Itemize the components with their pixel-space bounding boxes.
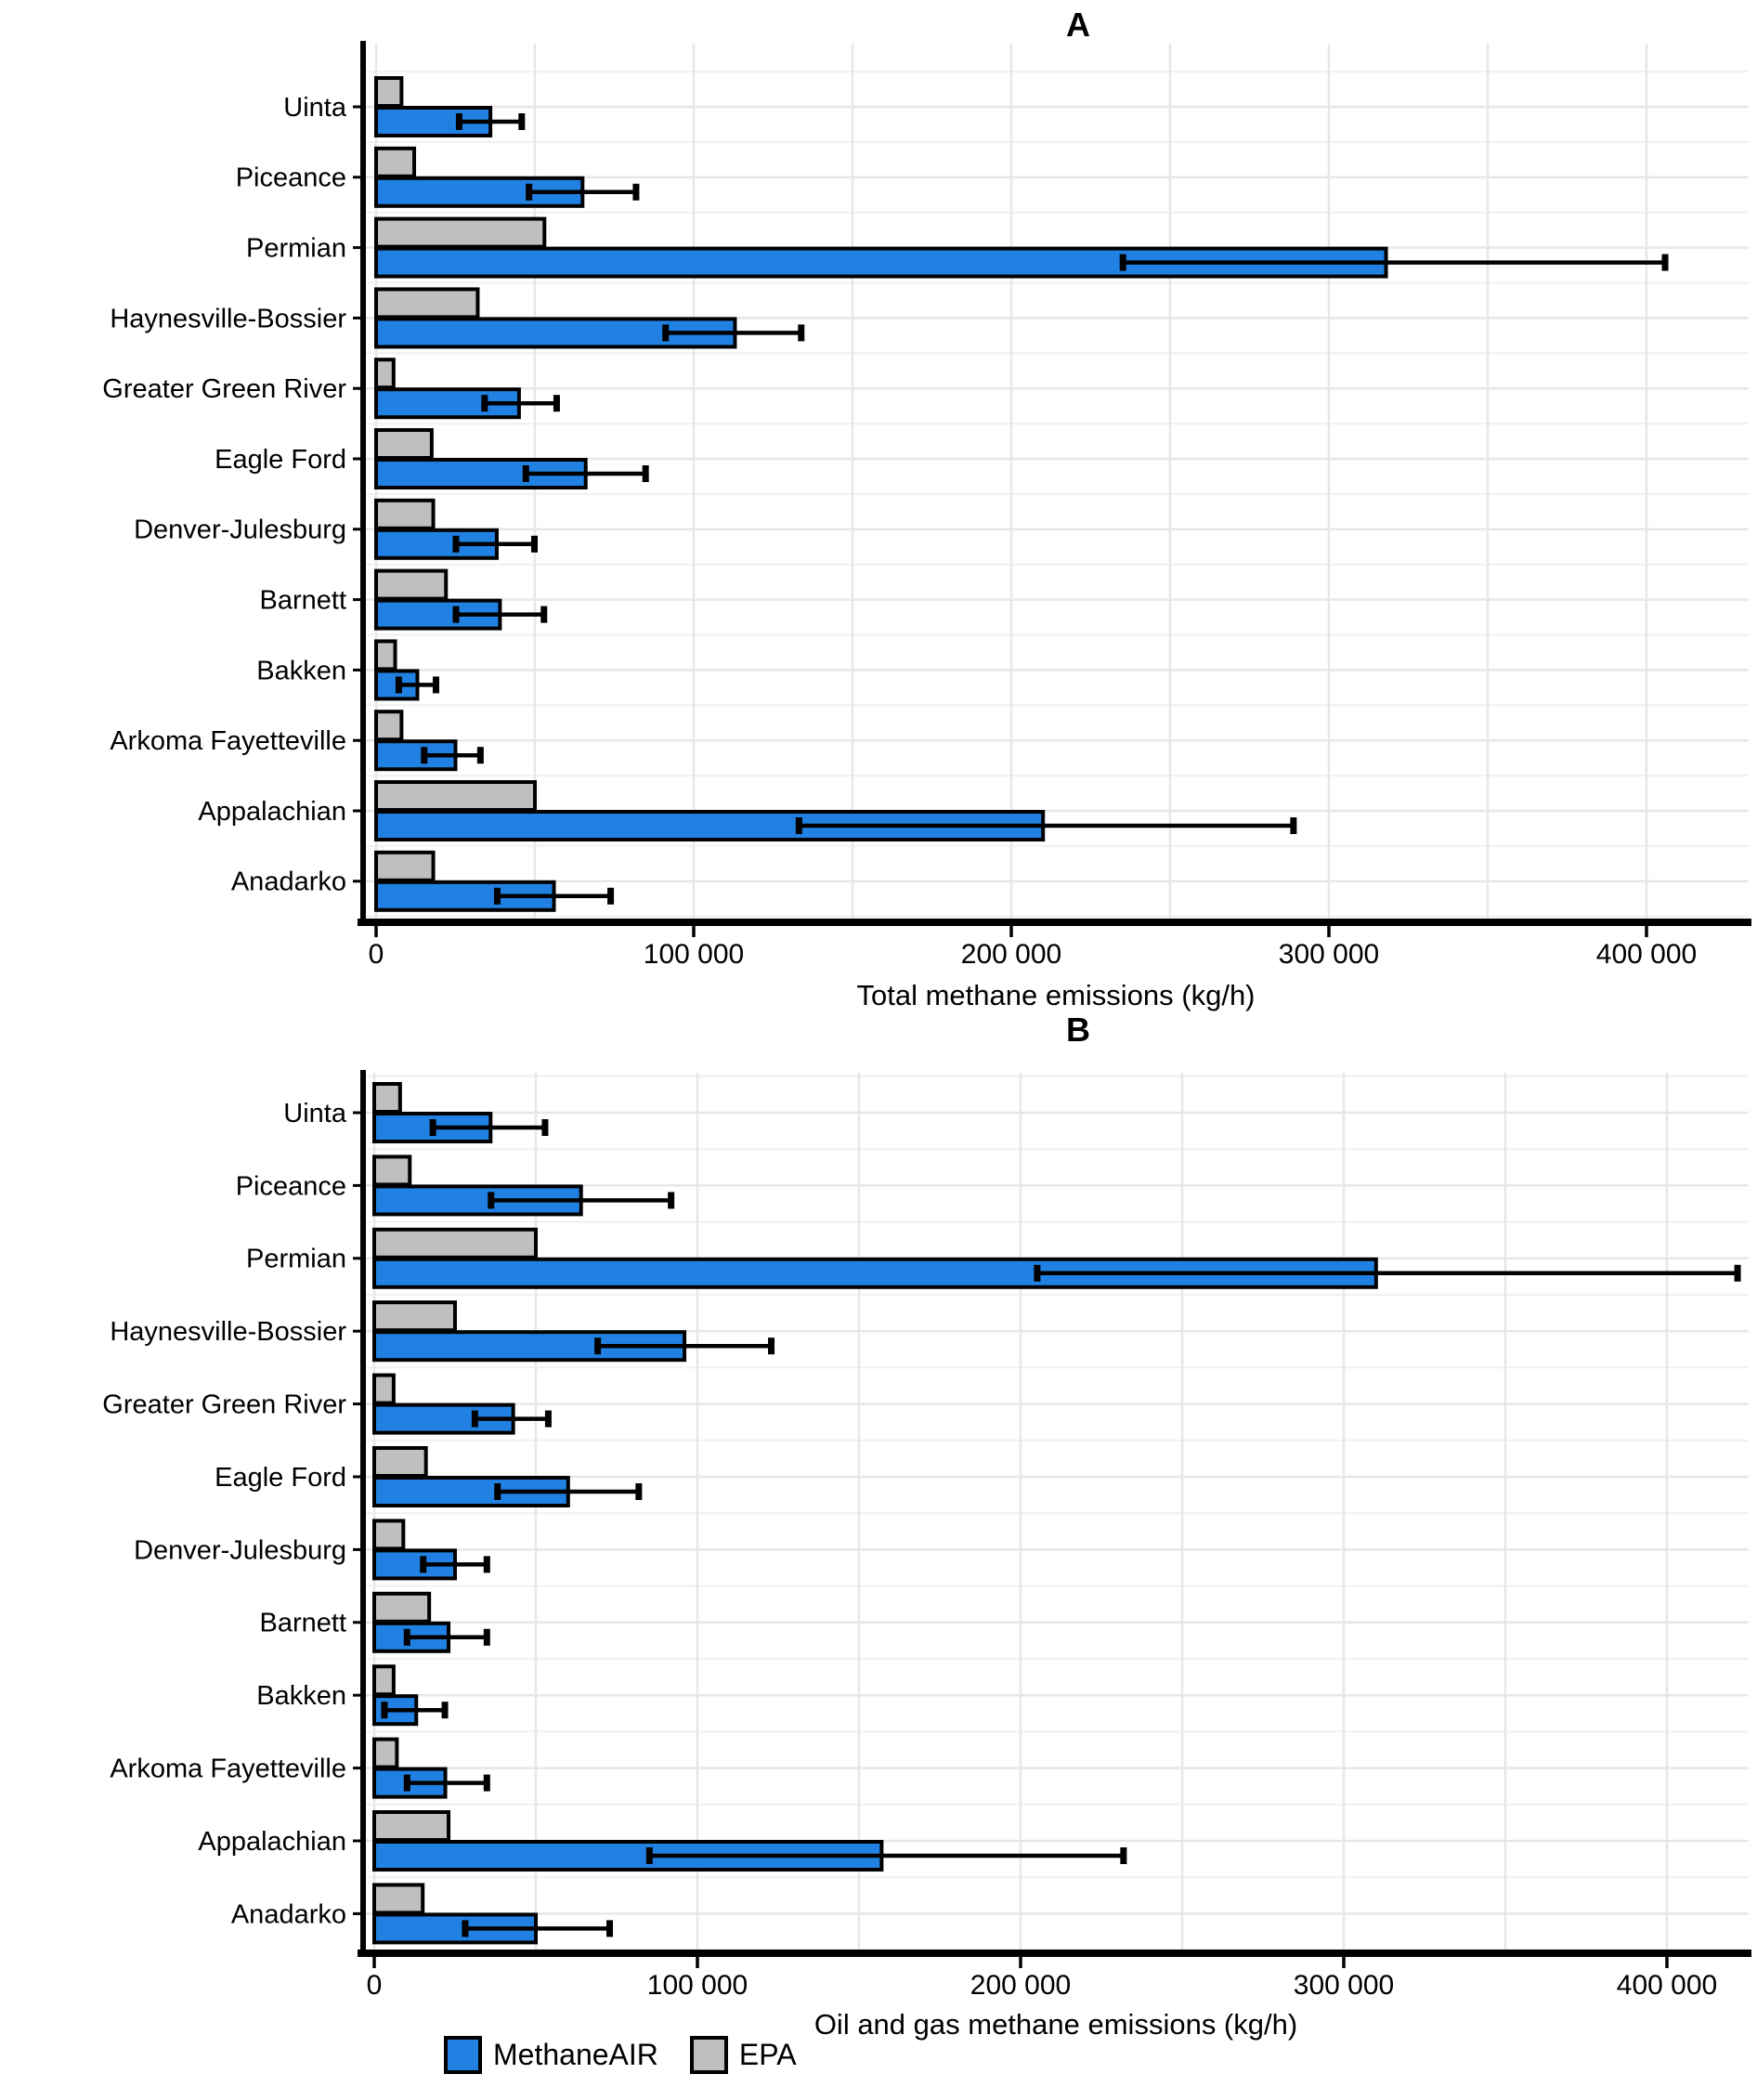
epa-bar: [376, 782, 535, 810]
legend-key-methaneair: [444, 2036, 658, 2074]
error-bar-cap: [1120, 254, 1126, 271]
error-bar-cap: [1290, 817, 1296, 834]
error-bar-cap: [798, 324, 804, 341]
category-label: Uinta: [283, 92, 346, 123]
error-bar-cap: [462, 1920, 468, 1937]
panel-b-tag: B: [1066, 1011, 1090, 1049]
x-tick-label: 400 000: [1595, 939, 1698, 970]
error-bar-cap: [607, 888, 614, 905]
epa-bar: [376, 853, 434, 880]
epa-bar: [376, 289, 477, 317]
error-bar-cap: [635, 1483, 642, 1500]
error-bar-cap: [472, 1411, 478, 1428]
error-bar-cap: [545, 1411, 552, 1428]
legend-label-methaneair: MethaneAIR: [493, 2038, 658, 2071]
epa-bar: [374, 1376, 394, 1403]
x-tick-label: 300 000: [1293, 1970, 1395, 2001]
error-bar-cap: [531, 536, 538, 553]
epa-bar: [374, 1740, 397, 1767]
category-label: Uinta: [283, 1098, 346, 1128]
epa-bar: [374, 1594, 429, 1622]
error-bar-cap: [420, 1556, 426, 1572]
error-bar-cap: [484, 1556, 490, 1572]
error-bar-cap: [646, 1847, 653, 1864]
error-bar-cap: [796, 817, 802, 834]
category-label: Eagle Ford: [215, 1462, 346, 1493]
legend-label-epa: EPA: [738, 2038, 797, 2071]
panel-b-chart: [0, 1017, 1757, 2100]
epa-bar: [376, 78, 401, 106]
error-bar-cap: [396, 676, 402, 693]
category-label: Piceance: [235, 1171, 346, 1202]
error-bar-cap: [421, 747, 427, 763]
error-bar-cap: [453, 536, 460, 553]
category-label: Piceance: [235, 163, 346, 193]
epa-bar: [376, 149, 414, 176]
x-tick-label: 0: [366, 1970, 383, 2001]
category-label: Barnett: [259, 1608, 346, 1638]
y-axis-line: [360, 41, 366, 920]
x-tick-label: 100 000: [646, 1970, 748, 2001]
category-label: Eagle Ford: [215, 444, 346, 475]
epa-bar: [374, 1520, 403, 1548]
epa-bar: [376, 430, 432, 458]
error-bar-cap: [594, 1337, 601, 1354]
epa-bar: [376, 219, 544, 247]
x-tick-label: 0: [368, 939, 384, 970]
category-label: Bakken: [256, 656, 346, 686]
category-label: Haynesville-Bossier: [110, 304, 346, 334]
category-label: Permian: [246, 233, 346, 264]
panel-a-chart: [0, 0, 1757, 1017]
error-bar-cap: [553, 395, 560, 411]
category-label: Barnett: [259, 585, 346, 616]
error-bar-cap: [662, 324, 669, 341]
error-bar-cap: [1735, 1265, 1741, 1282]
error-bar-cap: [481, 395, 488, 411]
category-label: Anadarko: [230, 867, 346, 897]
category-label: Appalachian: [198, 796, 346, 827]
error-bar-cap: [632, 184, 639, 201]
epa-bar: [374, 1302, 455, 1330]
category-label: Arkoma Fayetteville: [110, 1754, 346, 1784]
epa-bar: [374, 1885, 423, 1912]
x-axis-line: [358, 1950, 1751, 1957]
error-bar-cap: [404, 1629, 410, 1646]
epa-bar: [374, 1448, 426, 1476]
error-bar-cap: [484, 1629, 490, 1646]
epa-bar: [374, 1084, 400, 1112]
category-label: Anadarko: [230, 1899, 346, 1930]
legend: [444, 2036, 797, 2074]
error-bar-cap: [768, 1337, 774, 1354]
error-bar-cap: [453, 607, 460, 623]
error-bar-cap: [381, 1702, 387, 1718]
epa-bar: [374, 1230, 536, 1258]
epa-swatch-icon: [690, 2036, 728, 2074]
category-label: Bakken: [256, 1681, 346, 1712]
x-tick-label: 200 000: [960, 939, 1062, 970]
category-label: Permian: [246, 1244, 346, 1274]
x-tick-label: 200 000: [970, 1970, 1072, 2001]
error-bar-cap: [606, 1920, 613, 1937]
methaneair-swatch-icon: [444, 2036, 482, 2074]
error-bar-cap: [442, 1702, 449, 1718]
epa-bar: [376, 711, 401, 739]
category-label: Denver-Julesburg: [134, 515, 346, 545]
error-bar-cap: [1662, 254, 1669, 271]
error-bar-cap: [1034, 1265, 1040, 1282]
error-bar-cap: [494, 888, 501, 905]
error-bar-cap: [488, 1192, 494, 1208]
error-bar-cap: [668, 1192, 674, 1208]
error-bar-cap: [643, 465, 649, 482]
x-tick-label: 400 000: [1616, 1970, 1718, 2001]
error-bar-cap: [494, 1483, 501, 1500]
category-label: Denver-Julesburg: [134, 1535, 346, 1566]
panel-a-tag: A: [1066, 6, 1090, 44]
error-bar-cap: [404, 1775, 410, 1792]
error-bar-cap: [541, 1119, 548, 1136]
error-bar-cap: [526, 184, 532, 201]
epa-bar: [376, 501, 434, 528]
category-label: Appalachian: [198, 1826, 346, 1857]
epa-bar: [376, 571, 446, 599]
error-bar-cap: [484, 1775, 490, 1792]
x-axis-line: [358, 919, 1751, 926]
x-axis-title: Oil and gas methane emissions (kg/h): [813, 2008, 1298, 2041]
error-bar-cap: [540, 607, 547, 623]
epa-bar: [374, 1666, 394, 1694]
legend-key-epa: [690, 2036, 797, 2074]
category-label: Greater Green River: [102, 374, 346, 405]
error-bar-cap: [1120, 1847, 1126, 1864]
category-label: Arkoma Fayetteville: [110, 726, 346, 757]
category-label: Haynesville-Bossier: [110, 1317, 346, 1348]
category-label: Greater Green River: [102, 1389, 346, 1420]
x-tick-label: 100 000: [643, 939, 745, 970]
error-bar-cap: [456, 113, 462, 130]
error-bar-cap: [430, 1119, 436, 1136]
epa-bar: [374, 1812, 449, 1840]
error-bar-cap: [477, 747, 484, 763]
error-bar-cap: [518, 113, 525, 130]
epa-bar: [374, 1156, 410, 1184]
x-axis-title: Total methane emissions (kg/h): [856, 979, 1256, 1011]
error-bar-cap: [523, 465, 529, 482]
error-bar-cap: [433, 676, 439, 693]
x-tick-label: 300 000: [1278, 939, 1380, 970]
epa-bar: [376, 359, 394, 387]
y-axis-line: [360, 1070, 366, 1950]
epa-bar: [376, 641, 396, 669]
